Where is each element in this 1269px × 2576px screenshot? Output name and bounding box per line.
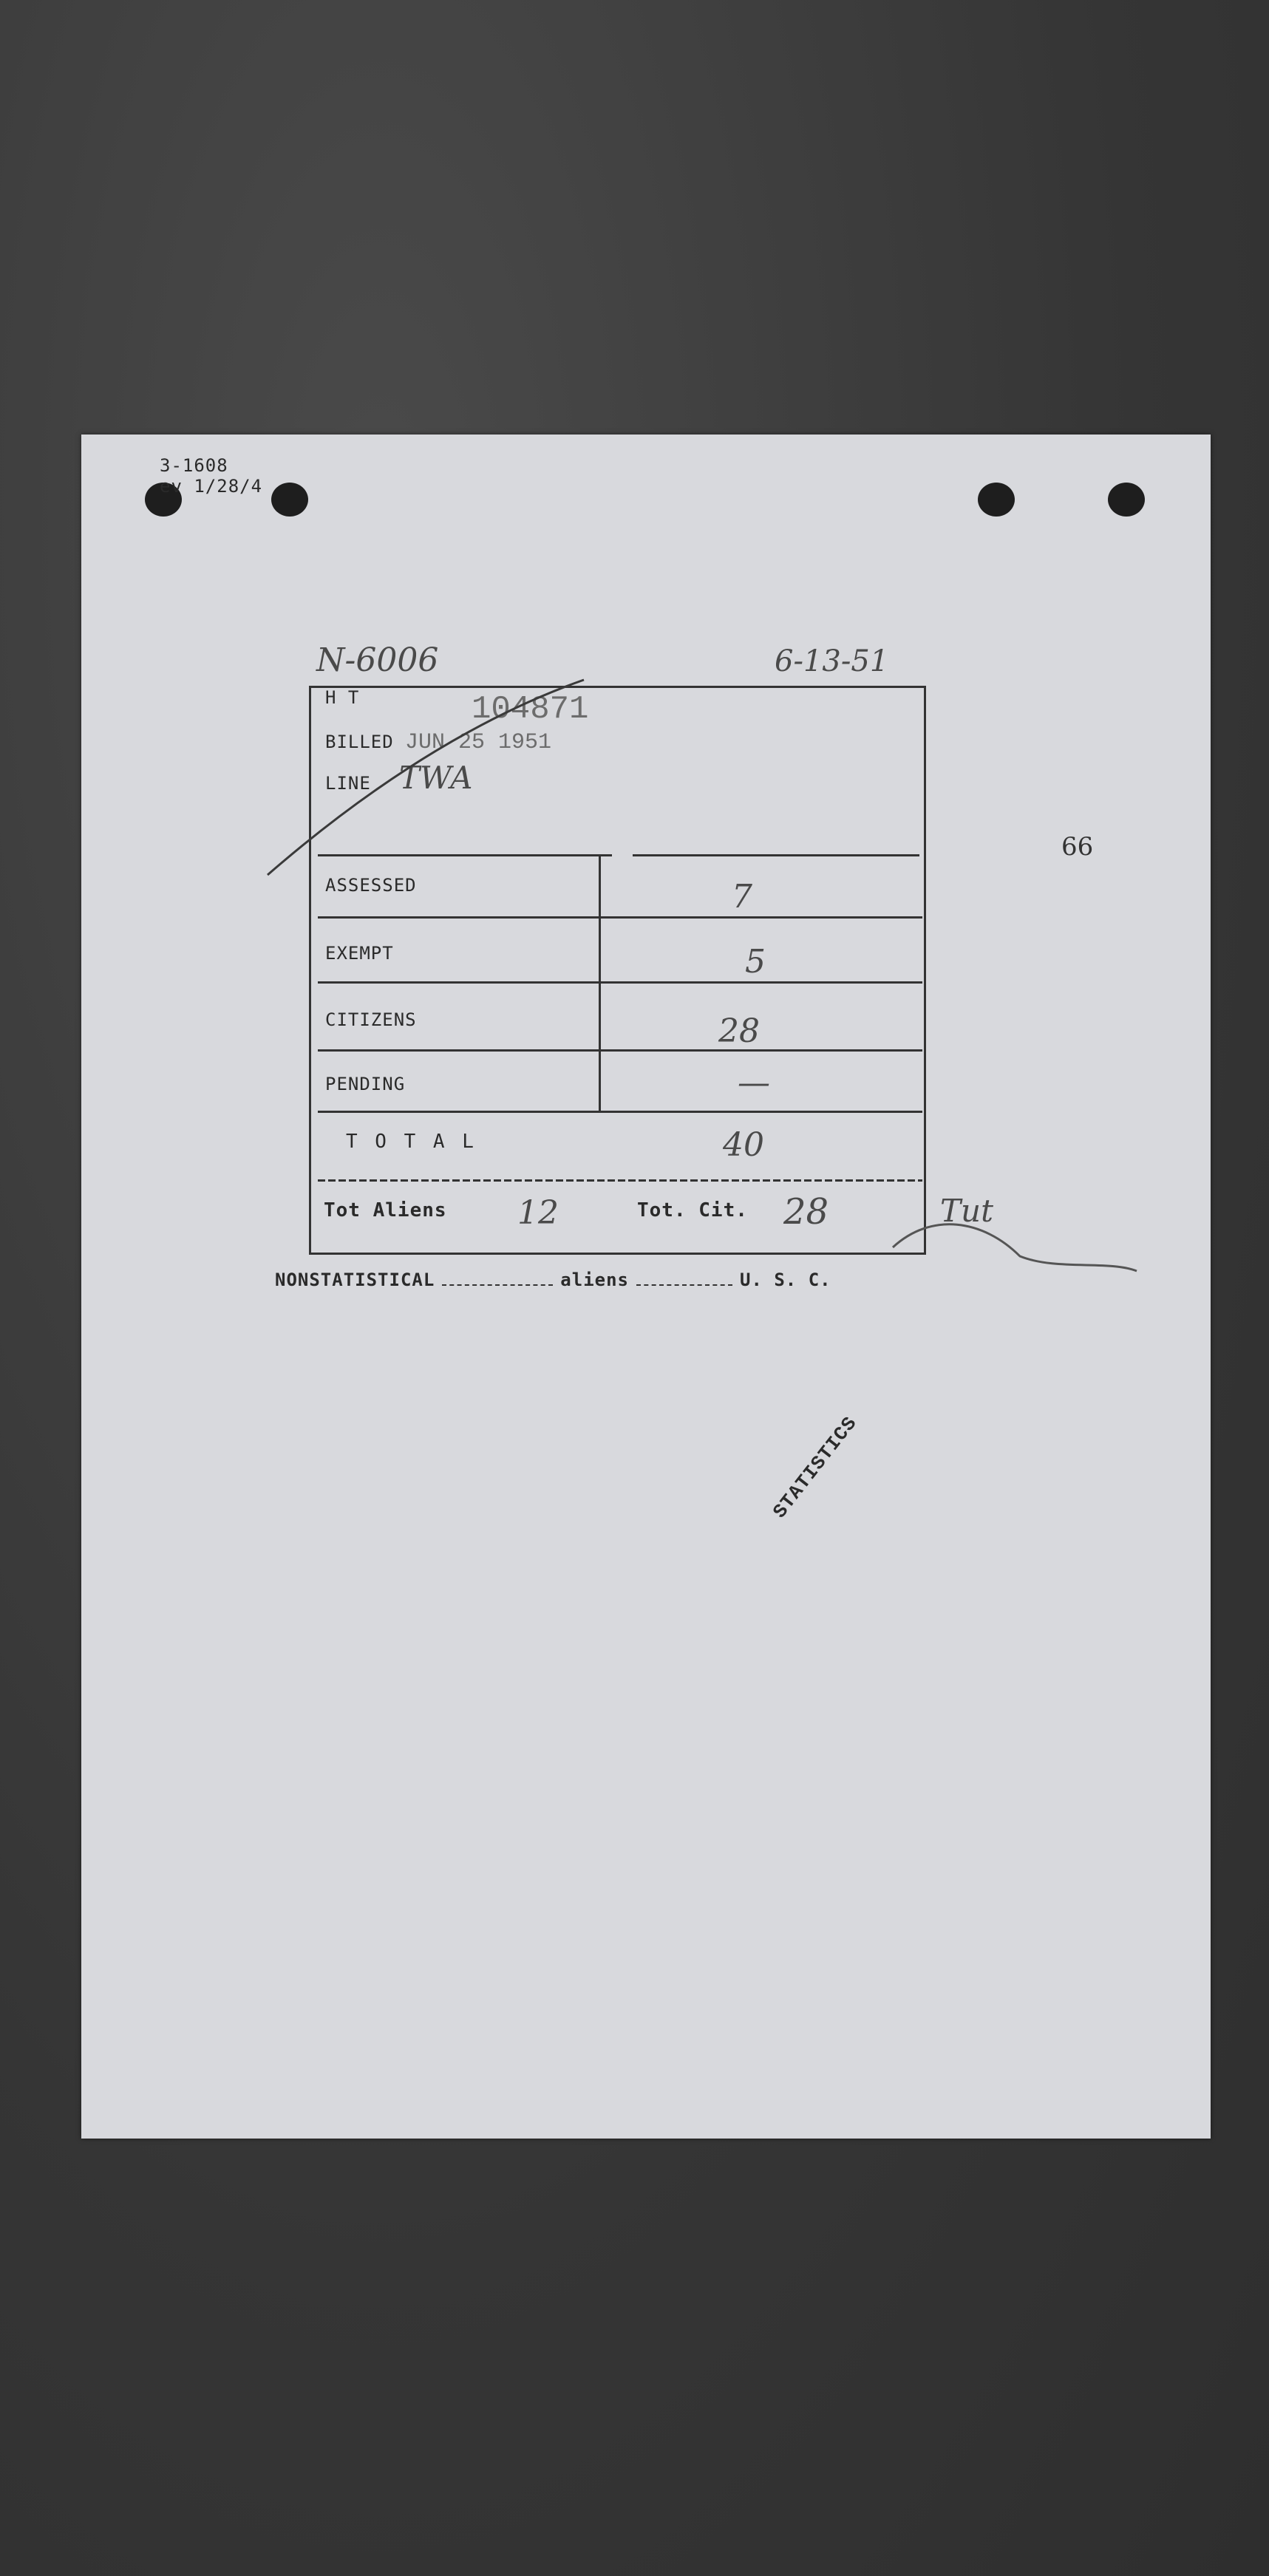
exempt-value: 5	[745, 943, 766, 981]
nonstatistical-label: NONSTATISTICAL	[275, 1270, 435, 1290]
ht-label: H T	[325, 687, 360, 708]
assessed-label: ASSESSED	[325, 875, 417, 896]
line-label: LINE	[325, 773, 371, 794]
billed-label: BILLED	[325, 732, 394, 752]
nonstatistical-blank	[442, 1284, 553, 1286]
table-rule	[318, 981, 922, 984]
ht-number-stamp: 104871	[472, 691, 589, 728]
exempt-label: EXEMPT	[325, 943, 394, 964]
form-revision: ev 1/28/4	[160, 476, 263, 497]
usc-blank	[636, 1284, 732, 1286]
column-divider	[599, 854, 601, 1111]
tot-cit-value: 28	[783, 1191, 829, 1233]
form-number: 3-1608	[160, 455, 228, 476]
pending-label: PENDING	[325, 1074, 406, 1094]
table-rule	[318, 916, 922, 919]
table-rule	[633, 854, 919, 856]
aliens-label: aliens	[560, 1270, 629, 1290]
citizens-value: 28	[718, 1012, 760, 1050]
table-rule	[318, 1049, 922, 1052]
line-value: TWA	[399, 760, 473, 796]
manifest-number: N-6006	[316, 641, 439, 679]
total-label: T O T A L	[346, 1131, 477, 1153]
tot-aliens-label: Tot Aliens	[324, 1199, 447, 1221]
billed-date-stamp: JUN 25 1951	[405, 730, 552, 755]
strike-through-line	[268, 680, 584, 875]
table-rule	[318, 1179, 922, 1182]
tot-cit-label: Tot. Cit.	[637, 1199, 748, 1221]
manifest-date: 6-13-51	[775, 644, 889, 678]
assessed-value: 7	[732, 878, 752, 916]
table-rule	[318, 854, 612, 856]
page-number: 66	[1061, 832, 1094, 862]
nonstatistical-line	[275, 1270, 831, 1290]
signature-flourish	[893, 1224, 1137, 1271]
table-rule	[318, 1111, 922, 1113]
statistics-stamp: STATISTICS	[769, 1412, 862, 1523]
usc-label: U. S. C.	[740, 1270, 831, 1290]
initials: Tut	[940, 1193, 993, 1229]
total-value: 40	[723, 1126, 764, 1164]
citizens-label: CITIZENS	[325, 1009, 417, 1030]
tot-aliens-value: 12	[517, 1194, 559, 1232]
pending-value: —	[738, 1064, 770, 1102]
